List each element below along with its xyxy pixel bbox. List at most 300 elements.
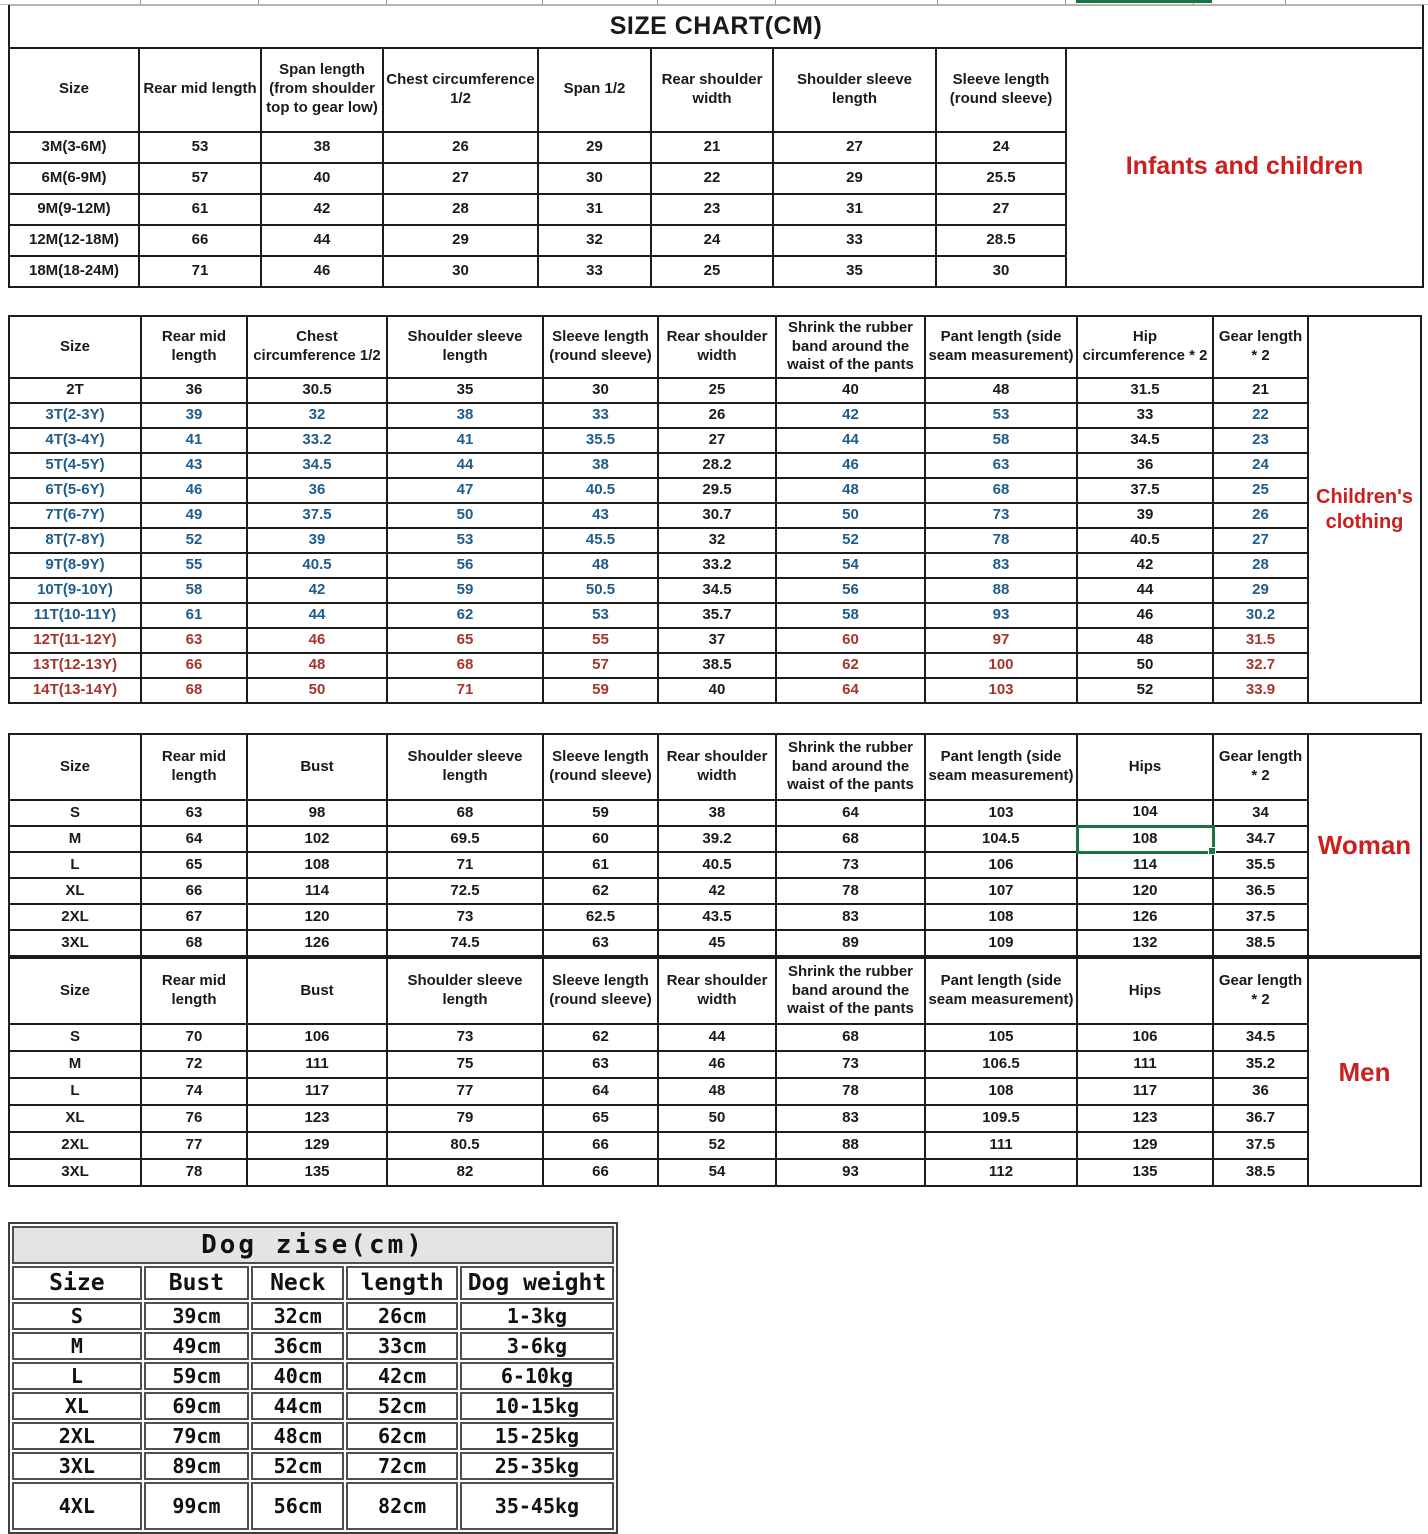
value-cell: 38.5 <box>658 653 776 678</box>
size-cell: 10T(9-10Y) <box>9 578 141 603</box>
value-cell: 126 <box>1077 904 1213 930</box>
value-cell: 66 <box>141 653 247 678</box>
value-cell: 39.2 <box>658 826 776 852</box>
value-cell: 99cm <box>144 1482 249 1530</box>
children-group-label: Children's clothing <box>1308 316 1421 703</box>
value-cell: 32cm <box>251 1302 344 1330</box>
value-cell: 41 <box>141 428 247 453</box>
value-cell: 68 <box>776 1024 925 1051</box>
value-cell: 53 <box>139 132 261 163</box>
value-cell: 28 <box>1213 553 1308 578</box>
size-cell: 9T(8-9Y) <box>9 553 141 578</box>
column-header: Shrink the rubber band around the waist of the pants <box>776 734 925 800</box>
value-cell: 78 <box>776 878 925 904</box>
woman-group-label: Woman <box>1308 734 1421 956</box>
value-cell: 104 <box>1077 800 1213 826</box>
value-cell: 82 <box>387 1159 543 1186</box>
value-cell: 62 <box>387 603 543 628</box>
column-header: Rear shoulder width <box>658 734 776 800</box>
column-header: Size <box>9 958 141 1024</box>
value-cell: 126 <box>247 930 387 956</box>
column-header: Sleeve length (round sleeve) <box>543 958 658 1024</box>
value-cell: 97 <box>925 628 1077 653</box>
value-cell: 62 <box>543 878 658 904</box>
size-cell: 6T(5-6Y) <box>9 478 141 503</box>
value-cell: 42 <box>261 194 383 225</box>
value-cell: 36 <box>1213 1078 1308 1105</box>
size-cell: 3XL <box>9 1159 141 1186</box>
value-cell: 50 <box>658 1105 776 1132</box>
value-cell: 83 <box>776 904 925 930</box>
value-cell: 65 <box>387 628 543 653</box>
value-cell: 30.5 <box>247 378 387 403</box>
size-cell: S <box>12 1302 142 1330</box>
value-cell: 60 <box>776 628 925 653</box>
value-cell: 69.5 <box>387 826 543 852</box>
value-cell: 104.5 <box>925 826 1077 852</box>
value-cell: 53 <box>925 403 1077 428</box>
value-cell: 29.5 <box>658 478 776 503</box>
size-cell: 3XL <box>9 930 141 956</box>
value-cell: 24 <box>936 132 1066 163</box>
size-chart-title: SIZE CHART(CM) <box>9 6 1423 48</box>
value-cell: 50 <box>247 678 387 703</box>
value-cell: 39 <box>141 403 247 428</box>
size-cell: 12T(11-12Y) <box>9 628 141 653</box>
value-cell: 42cm <box>346 1362 458 1390</box>
value-cell: 73 <box>925 503 1077 528</box>
value-cell: 48 <box>1077 628 1213 653</box>
value-cell: 78 <box>141 1159 247 1186</box>
column-header: Gear length * 2 <box>1213 958 1308 1024</box>
value-cell: 73 <box>387 904 543 930</box>
column-header: Shrink the rubber band around the waist of the pants <box>776 958 925 1024</box>
value-cell: 24 <box>651 225 773 256</box>
woman-size-table <box>8 733 1422 957</box>
value-cell: 38.5 <box>1213 930 1308 956</box>
value-cell: 38 <box>658 800 776 826</box>
value-cell: 34.5 <box>1077 428 1213 453</box>
value-cell: 52 <box>141 528 247 553</box>
size-cell: XL <box>9 1105 141 1132</box>
column-header: Sleeve length (round sleeve) <box>543 734 658 800</box>
value-cell: 117 <box>247 1078 387 1105</box>
value-cell: 49cm <box>144 1332 249 1360</box>
value-cell: 109.5 <box>925 1105 1077 1132</box>
value-cell: 79cm <box>144 1422 249 1450</box>
value-cell: 71 <box>139 256 261 287</box>
selection-top-indicator <box>1076 0 1212 3</box>
value-cell: 135 <box>247 1159 387 1186</box>
column-header: Rear shoulder width <box>658 316 776 378</box>
value-cell: 114 <box>247 878 387 904</box>
value-cell: 38 <box>261 132 383 163</box>
value-cell: 40 <box>776 378 925 403</box>
value-cell: 103 <box>925 800 1077 826</box>
value-cell: 123 <box>247 1105 387 1132</box>
value-cell: 75 <box>387 1051 543 1078</box>
value-cell: 44 <box>1077 578 1213 603</box>
value-cell: 44 <box>261 225 383 256</box>
value-cell: 37.5 <box>247 503 387 528</box>
value-cell: 31.5 <box>1077 378 1213 403</box>
value-cell: 44cm <box>251 1392 344 1420</box>
column-header: Shoulder sleeve length <box>387 734 543 800</box>
size-cell: 2XL <box>12 1422 142 1450</box>
value-cell: 15-25kg <box>460 1422 614 1450</box>
value-cell: 78 <box>776 1078 925 1105</box>
value-cell: 71 <box>387 678 543 703</box>
value-cell: 108 <box>247 852 387 878</box>
value-cell: 22 <box>651 163 773 194</box>
size-cell: M <box>12 1332 142 1360</box>
value-cell: 39 <box>1077 503 1213 528</box>
column-header: Rear mid length <box>141 958 247 1024</box>
value-cell: 52 <box>776 528 925 553</box>
size-cell: 4XL <box>12 1482 142 1530</box>
value-cell: 108 <box>925 1078 1077 1105</box>
value-cell: 26 <box>1213 503 1308 528</box>
value-cell: 68 <box>925 478 1077 503</box>
size-cell: S <box>9 800 141 826</box>
value-cell: 107 <box>925 878 1077 904</box>
value-cell: 88 <box>776 1132 925 1159</box>
value-cell: 31 <box>538 194 651 225</box>
value-cell: 36cm <box>251 1332 344 1360</box>
value-cell: 123 <box>1077 1105 1213 1132</box>
value-cell: 46 <box>261 256 383 287</box>
value-cell: 33 <box>538 256 651 287</box>
value-cell: 93 <box>776 1159 925 1186</box>
value-cell: 63 <box>141 628 247 653</box>
value-cell: 25 <box>651 256 773 287</box>
value-cell: 66 <box>141 878 247 904</box>
value-cell: 6-10kg <box>460 1362 614 1390</box>
value-cell: 29 <box>1213 578 1308 603</box>
value-cell: 22 <box>1213 403 1308 428</box>
value-cell: 117 <box>1077 1078 1213 1105</box>
value-cell: 89cm <box>144 1452 249 1480</box>
value-cell: 43 <box>141 453 247 478</box>
value-cell: 30.2 <box>1213 603 1308 628</box>
value-cell: 34.5 <box>658 578 776 603</box>
column-header: Rear shoulder width <box>658 958 776 1024</box>
value-cell: 72.5 <box>387 878 543 904</box>
value-cell: 28 <box>383 194 538 225</box>
value-cell: 27 <box>383 163 538 194</box>
column-header: Size <box>9 734 141 800</box>
size-cell: 9M(9-12M) <box>9 194 139 225</box>
value-cell: 45.5 <box>543 528 658 553</box>
value-cell: 36 <box>1077 453 1213 478</box>
value-cell: 50 <box>776 503 925 528</box>
value-cell: 106 <box>1077 1024 1213 1051</box>
size-cell: 3M(3-6M) <box>9 132 139 163</box>
value-cell: 68 <box>141 678 247 703</box>
size-cell: 4T(3-4Y) <box>9 428 141 453</box>
value-cell: 40.5 <box>247 553 387 578</box>
value-cell: 58 <box>776 603 925 628</box>
value-cell: 79 <box>387 1105 543 1132</box>
column-header: Gear length * 2 <box>1213 316 1308 378</box>
value-cell: 30 <box>936 256 1066 287</box>
value-cell: 29 <box>773 163 936 194</box>
value-cell: 109 <box>925 930 1077 956</box>
value-cell: 33 <box>773 225 936 256</box>
value-cell: 63 <box>141 800 247 826</box>
value-cell: 63 <box>543 1051 658 1078</box>
value-cell: 3-6kg <box>460 1332 614 1360</box>
size-cell: 3XL <box>12 1452 142 1480</box>
value-cell: 33 <box>543 403 658 428</box>
value-cell: 69cm <box>144 1392 249 1420</box>
value-cell: 120 <box>247 904 387 930</box>
value-cell: 23 <box>1213 428 1308 453</box>
value-cell: 40.5 <box>543 478 658 503</box>
value-cell: 129 <box>1077 1132 1213 1159</box>
value-cell: 27 <box>1213 528 1308 553</box>
column-header: Chest circumference 1/2 <box>247 316 387 378</box>
value-cell: 63 <box>543 930 658 956</box>
column-header: Chest circumference 1/2 <box>383 48 538 132</box>
column-header: Size <box>9 316 141 378</box>
men-group-label: Men <box>1308 958 1421 1186</box>
value-cell: 73 <box>387 1024 543 1051</box>
value-cell: 40cm <box>251 1362 344 1390</box>
value-cell: 30 <box>543 378 658 403</box>
value-cell: 73 <box>776 1051 925 1078</box>
value-cell: 105 <box>925 1024 1077 1051</box>
value-cell: 42 <box>1077 553 1213 578</box>
value-cell: 48 <box>658 1078 776 1105</box>
value-cell: 60 <box>543 826 658 852</box>
value-cell: 120 <box>1077 878 1213 904</box>
value-cell: 83 <box>776 1105 925 1132</box>
value-cell: 37.5 <box>1213 904 1308 930</box>
dog-size-table <box>8 1222 618 1534</box>
size-cell: 12M(12-18M) <box>9 225 139 256</box>
value-cell: 129 <box>247 1132 387 1159</box>
value-cell: 64 <box>776 678 925 703</box>
value-cell: 135 <box>1077 1159 1213 1186</box>
value-cell: 82cm <box>346 1482 458 1530</box>
value-cell: 38 <box>543 453 658 478</box>
value-cell: 34.5 <box>247 453 387 478</box>
value-cell: 64 <box>543 1078 658 1105</box>
value-cell: 45 <box>658 930 776 956</box>
value-cell: 29 <box>538 132 651 163</box>
value-cell: 111 <box>247 1051 387 1078</box>
value-cell: 100 <box>925 653 1077 678</box>
value-cell: 93 <box>925 603 1077 628</box>
value-cell: 98 <box>247 800 387 826</box>
value-cell: 35.7 <box>658 603 776 628</box>
value-cell: 30.7 <box>658 503 776 528</box>
size-cell: 14T(13-14Y) <box>9 678 141 703</box>
size-cell: 2XL <box>9 1132 141 1159</box>
value-cell: 59 <box>543 800 658 826</box>
value-cell: 37 <box>658 628 776 653</box>
value-cell: 35.5 <box>543 428 658 453</box>
value-cell: 73 <box>776 852 925 878</box>
value-cell: 24 <box>1213 453 1308 478</box>
value-cell: 53 <box>387 528 543 553</box>
value-cell: 59cm <box>144 1362 249 1390</box>
value-cell: 89 <box>776 930 925 956</box>
value-cell: 39cm <box>144 1302 249 1330</box>
column-header: Dog weight <box>460 1266 614 1300</box>
value-cell: 68 <box>141 930 247 956</box>
value-cell: 30 <box>383 256 538 287</box>
value-cell: 32 <box>658 528 776 553</box>
value-cell: 68 <box>387 800 543 826</box>
value-cell: 61 <box>139 194 261 225</box>
value-cell: 27 <box>773 132 936 163</box>
value-cell: 49 <box>141 503 247 528</box>
men-size-table <box>8 957 1422 1187</box>
column-header: Shoulder sleeve length <box>387 958 543 1024</box>
column-header: Hips <box>1077 734 1213 800</box>
size-cell: L <box>9 852 141 878</box>
size-cell: XL <box>12 1392 142 1420</box>
value-cell: 56cm <box>251 1482 344 1530</box>
value-cell: 64 <box>776 800 925 826</box>
column-header: Hips <box>1077 958 1213 1024</box>
value-cell: 78 <box>925 528 1077 553</box>
value-cell: 25 <box>1213 478 1308 503</box>
value-cell: 53 <box>543 603 658 628</box>
column-header: Pant length (side seam measurement) <box>925 734 1077 800</box>
value-cell: 52cm <box>251 1452 344 1480</box>
value-cell: 40 <box>261 163 383 194</box>
value-cell: 50.5 <box>543 578 658 603</box>
value-cell: 55 <box>141 553 247 578</box>
value-cell: 35-45kg <box>460 1482 614 1530</box>
value-cell: 61 <box>543 852 658 878</box>
value-cell: 52 <box>658 1132 776 1159</box>
column-header: Sleeve length (round sleeve) <box>936 48 1066 132</box>
column-header: Size <box>12 1266 142 1300</box>
size-cell: 11T(10-11Y) <box>9 603 141 628</box>
value-cell: 21 <box>651 132 773 163</box>
children-size-table <box>8 315 1422 704</box>
value-cell: 68 <box>387 653 543 678</box>
value-cell: 112 <box>925 1159 1077 1186</box>
value-cell: 48 <box>776 478 925 503</box>
column-header: length <box>346 1266 458 1300</box>
infants-section <box>8 5 1424 288</box>
value-cell: 64 <box>141 826 247 852</box>
value-cell: 56 <box>776 578 925 603</box>
value-cell: 41 <box>387 428 543 453</box>
value-cell: 46 <box>776 453 925 478</box>
value-cell: 63 <box>925 453 1077 478</box>
value-cell: 54 <box>658 1159 776 1186</box>
value-cell: 55 <box>543 628 658 653</box>
value-cell: 59 <box>543 678 658 703</box>
children-section <box>8 315 1422 704</box>
value-cell: 40.5 <box>1077 528 1213 553</box>
value-cell: 32 <box>247 403 387 428</box>
value-cell: 34.5 <box>1213 1024 1308 1051</box>
value-cell: 36 <box>247 478 387 503</box>
column-header: Shrink the rubber band around the waist of the pants <box>776 316 925 378</box>
value-cell: 59 <box>387 578 543 603</box>
value-cell: 67 <box>141 904 247 930</box>
value-cell: 25-35kg <box>460 1452 614 1480</box>
value-cell: 57 <box>543 653 658 678</box>
value-cell: 44 <box>387 453 543 478</box>
dog-table-title: Dog zise(cm) <box>12 1226 614 1264</box>
value-cell: 33.2 <box>658 553 776 578</box>
value-cell: 80.5 <box>387 1132 543 1159</box>
value-cell: 50 <box>387 503 543 528</box>
value-cell: 42 <box>776 403 925 428</box>
value-cell: 65 <box>141 852 247 878</box>
infants-group-label: Infants and children <box>1066 48 1423 287</box>
value-cell: 43.5 <box>658 904 776 930</box>
size-cell: 7T(6-7Y) <box>9 503 141 528</box>
value-cell: 48cm <box>251 1422 344 1450</box>
column-header: Gear length * 2 <box>1213 734 1308 800</box>
value-cell: 102 <box>247 826 387 852</box>
column-header: Bust <box>247 734 387 800</box>
value-cell: 74 <box>141 1078 247 1105</box>
value-cell: 70 <box>141 1024 247 1051</box>
value-cell: 46 <box>141 478 247 503</box>
value-cell: 34.7 <box>1213 826 1308 852</box>
value-cell: 66 <box>543 1132 658 1159</box>
value-cell: 77 <box>387 1078 543 1105</box>
value-cell: 30 <box>538 163 651 194</box>
column-header: Neck <box>251 1266 344 1300</box>
value-cell: 36.7 <box>1213 1105 1308 1132</box>
value-cell: 68 <box>776 826 925 852</box>
value-cell: 106.5 <box>925 1051 1077 1078</box>
column-header: Pant length (side seam measurement) <box>925 958 1077 1024</box>
column-header: Rear mid length <box>139 48 261 132</box>
size-cell: 2XL <box>9 904 141 930</box>
value-cell: 132 <box>1077 930 1213 956</box>
value-cell: 40.5 <box>658 852 776 878</box>
value-cell: 10-15kg <box>460 1392 614 1420</box>
value-cell: 57 <box>139 163 261 194</box>
value-cell: 26cm <box>346 1302 458 1330</box>
value-cell: 48 <box>247 653 387 678</box>
value-cell: 106 <box>247 1024 387 1051</box>
value-cell: 72 <box>141 1051 247 1078</box>
value-cell: 66 <box>139 225 261 256</box>
size-cell: 6M(6-9M) <box>9 163 139 194</box>
column-header: Hip circumference * 2 <box>1077 316 1213 378</box>
value-cell: 27 <box>936 194 1066 225</box>
value-cell: 71 <box>387 852 543 878</box>
value-cell: 25.5 <box>936 163 1066 194</box>
value-cell: 43 <box>543 503 658 528</box>
value-cell: 46 <box>658 1051 776 1078</box>
value-cell: 106 <box>925 852 1077 878</box>
value-cell: 31.5 <box>1213 628 1308 653</box>
value-cell: 46 <box>1077 603 1213 628</box>
value-cell: 62cm <box>346 1422 458 1450</box>
column-header: Pant length (side seam measurement) <box>925 316 1077 378</box>
size-cell: L <box>9 1078 141 1105</box>
size-cell: 3T(2-3Y) <box>9 403 141 428</box>
column-header: Shoulder sleeve length <box>773 48 936 132</box>
dog-section <box>8 1222 618 1534</box>
value-cell: 50 <box>1077 653 1213 678</box>
size-cell: M <box>9 826 141 852</box>
